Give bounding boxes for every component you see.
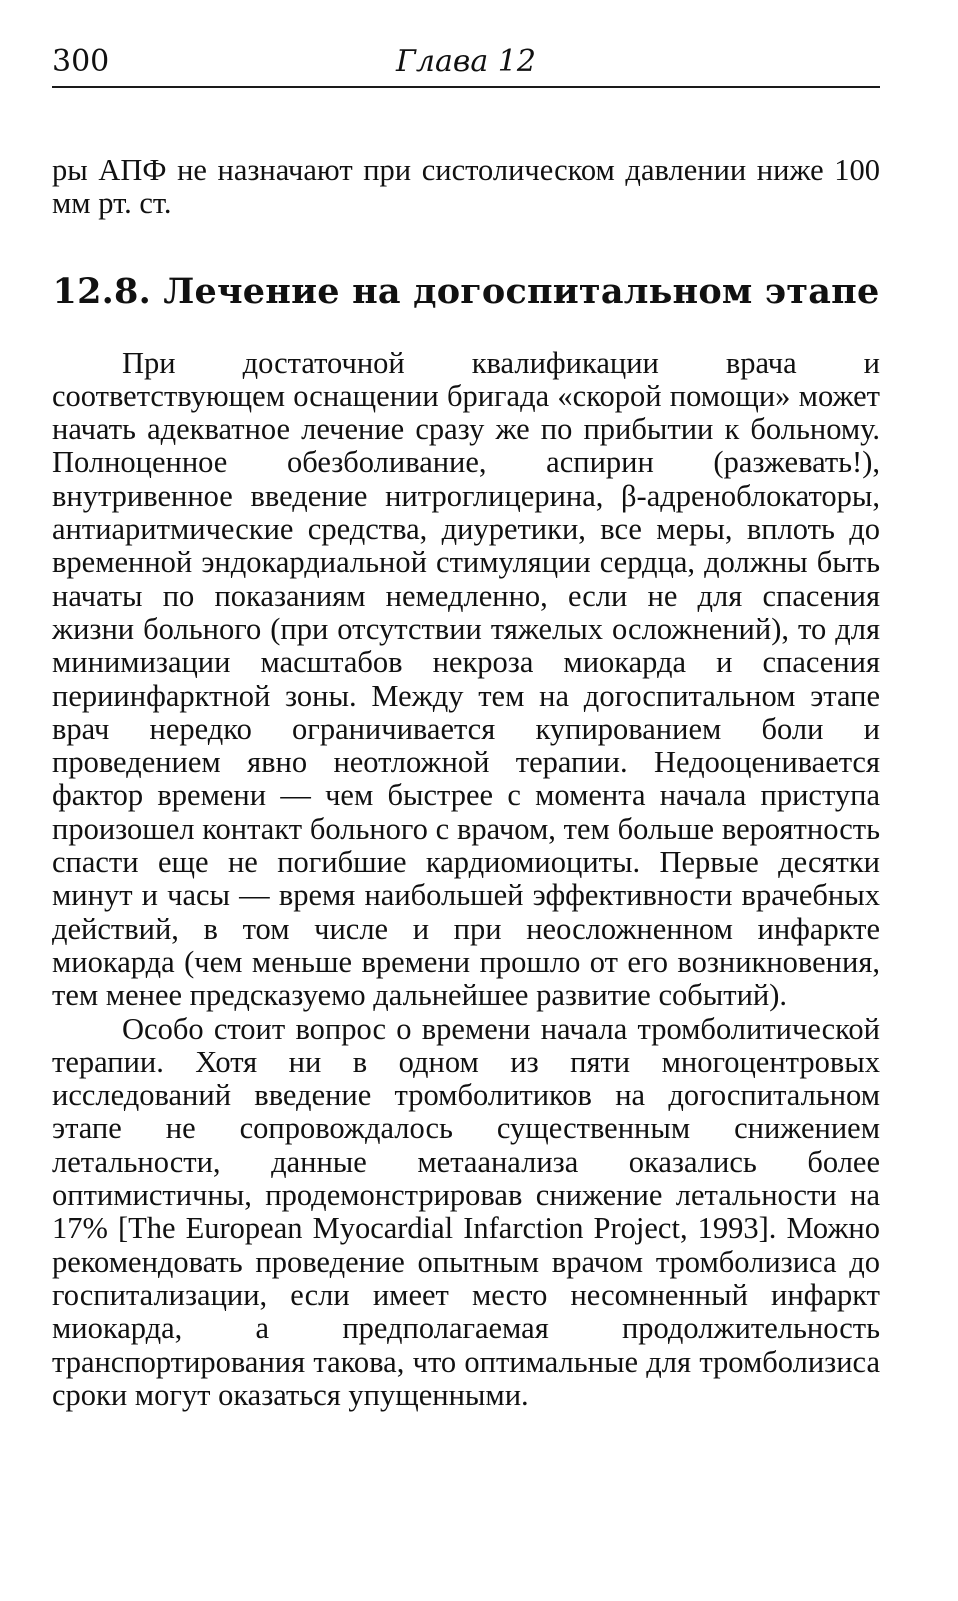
section-heading: 12.8. Лечение на догоспитальном этапе (52, 270, 880, 312)
paragraph-1: При достаточной квалификации врача и соответствующем оснащении бригада «скорой помощи» может начать адекватное лечение сразу же по прибытии к больному. Полноценное обезболивание, аспирин (разжевать!), внутривенное введение нитроглицерина, β-адреноблокаторы, антиаритмические средства, диуретики, все меры, вплоть до временной эндокардиальной стимуляции сердца, должны быть начаты по показаниям немедленно, если не для спасения жизни больного (при отсутствии тяжелых осложнений), то для минимизации масштабов некроза миокарда и спасения периинфарктной зоны. Между тем на догоспитальном этапе врач нередко ограничивается купированием боли и проведением явно неотложной терапии. Недооценивается фактор времени — чем быстрее с момента начала приступа произошел контакт больного с врачом, тем больше вероятность спасти еще не погибшие кардиомиоциты. Первые десятки минут и часы — время наибольшей эффективности врачебных действий, в том числе и при неосложненном инфаркте миокарда (чем меньше времени прошло от его возникновения, тем менее предсказуемо дальнейшее развитие событий). (52, 345, 880, 1013)
page-number: 300 (52, 44, 110, 79)
chapter-title: Глава 12 (396, 44, 536, 79)
book-page (52, 40, 880, 1412)
continuation-paragraph: ры АПФ не назначают при систолическом давлении ниже 100 мм рт. ст. (52, 153, 880, 221)
paragraph-2: Особо стоит вопрос о времени начала тромболитической терапии. Хотя ни в одном из пяти многоцентровых исследований введение тромболитиков на догоспитальном этапе не сопровождалось существенным снижением летальности, данные метаанализа оказались более оптимистичны, продемонстрировав снижение летальности на 17% [The European Myocardial Infarction Project, 1993]. Можно рекомендовать проведение опытным врачом тромболизиса до госпитализации, если имеет место несомненный инфаркт миокарда, а предполагаемая продолжительность транспортирования такова, что оптимальные для тромболизиса сроки могут оказаться упущенными. (52, 1011, 880, 1412)
running-head (52, 40, 880, 88)
